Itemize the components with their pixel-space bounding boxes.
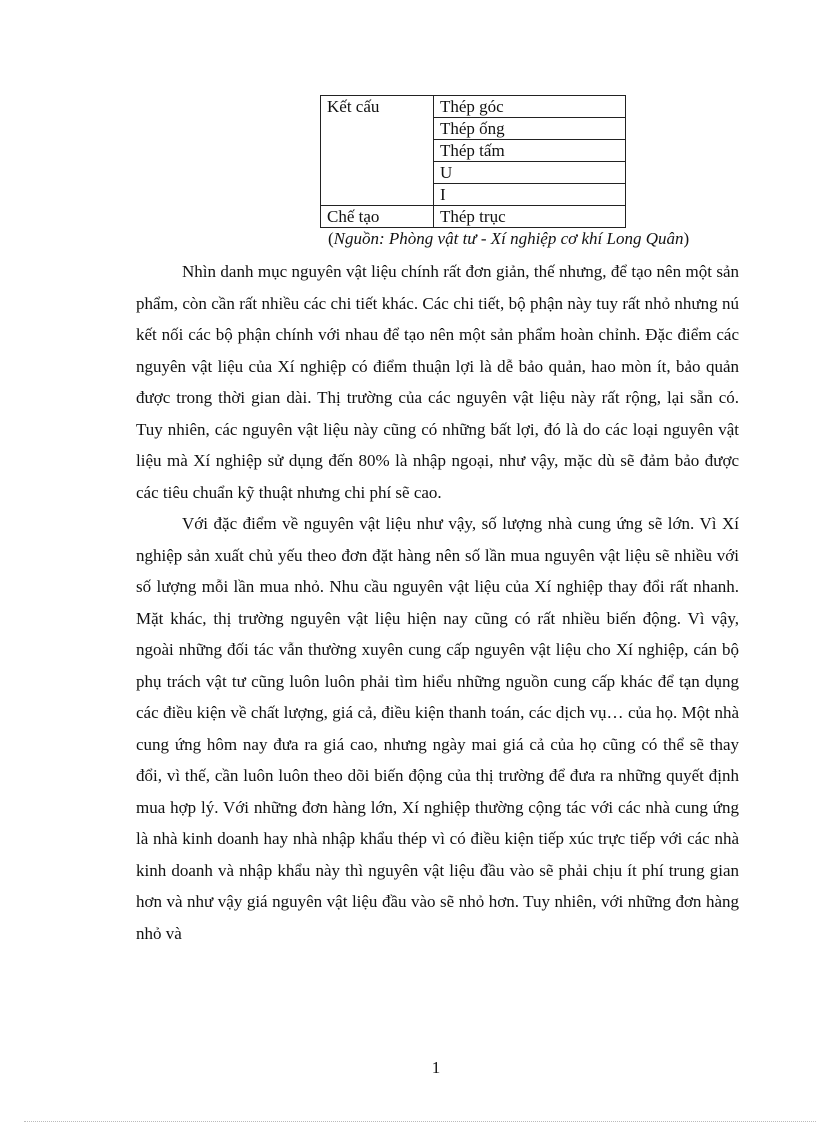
- item-cell: Thép ống: [434, 118, 626, 140]
- source-close-paren: ): [683, 229, 690, 248]
- group-cell: [321, 162, 434, 184]
- page-bottom-rule: [24, 1121, 816, 1122]
- table-row: [321, 184, 626, 206]
- materials-table: [320, 95, 626, 228]
- source-text: Nguồn: Phòng vật tư - Xí nghiệp cơ khí Long Quân: [333, 229, 684, 248]
- item-cell: Thép trục: [434, 206, 626, 228]
- group-cell: Kết cấu: [321, 96, 434, 118]
- item-cell: U: [434, 162, 626, 184]
- page-number: 1: [431, 1058, 441, 1077]
- group-cell: [321, 140, 434, 162]
- table-row: [321, 118, 626, 140]
- item-cell: Thép tấm: [434, 140, 626, 162]
- item-cell: I: [434, 184, 626, 206]
- paragraph: Với đặc điểm về nguyên vật liệu như vậy, số lượng nhà cung ứng sẽ lớn. Vì Xí nghiệp sản xuất chủ yếu theo đơn đặt hàng nên số lần mua nguyên vật liệu sẽ nhiều với số lượng mỗi lần mua nhỏ. Nhu cầu nguyên vật liệu của Xí nghiệp thay đổi rất nhanh. Mặt khác, thị trường nguyên vật liệu hiện nay cũng có rất nhiều biến động. Vì vậy, ngoài những đối tác vẫn thường xuyên cung cấp nguyên vật liệu cho Xí nghiệp, cán bộ phụ trách vật tư cũng luôn luôn phải tìm hiểu những nguồn cung cấp khác để tạn dụng các điều kiện về chất lượng, giá cả, điều kiện thanh toán, các dịch vụ… của họ. Một nhà cung ứng hôm nay đưa ra giá cao, nhưng ngày mai giá cả của họ cũng có thể sẽ thay đổi, vì thế, cần luôn luôn theo dõi biến động của thị trường để đưa ra những quyết định mua hợp lý. Với những đơn hàng lớn, Xí nghiệp thường cộng tác với các nhà cung ứng là nhà kinh doanh hay nhà nhập khẩu thép vì có điều kiện tiếp xúc trực tiếp với các nhà kinh doanh và nhập khẩu này thì nguyên vật liệu đầu vào sẽ phải chịu ít phí trung gian hơn và như vậy giá nguyên vật liệu đầu vào sẽ nhỏ hơn. Tuy nhiên, với những đơn hàng nhỏ và: [136, 514, 739, 943]
- table-row: [321, 140, 626, 162]
- group-cell: [321, 118, 434, 140]
- paragraph: Nhìn danh mục nguyên vật liệu chính rất đơn giản, thế nhưng, để tạo nên một sản phẩm, còn cần rất nhiều các chi tiết khác. Các chi tiết, bộ phận này tuy rất nhỏ nhưng nú kết nối các bộ phận chính với nhau để tạo nên một sản phẩm hoàn chỉnh. Đặc điểm các nguyên vật liệu của Xí nghiệp có điểm thuận lợi là dễ bảo quản, hao mòn ít, bảo quản được trong thời gian dài. Thị trường của các nguyên vật liệu này rất rộng, lại sẵn có. Tuy nhiên, các nguyên vật liệu này cũng có những bất lợi, đó là do các loại nguyên vật liệu mà Xí nghiệp sử dụng đến 80% là nhập ngoại, như vậy, mặc dù sẽ đảm bảo được các tiêu chuẩn kỹ thuật nhưng chi phí sẽ cao.: [136, 262, 739, 502]
- table-row: [321, 206, 626, 228]
- body-text: [136, 256, 739, 949]
- group-cell: Chế tạo: [321, 206, 434, 228]
- table-row: [321, 162, 626, 184]
- item-cell: Thép góc: [434, 96, 626, 118]
- source-open-paren: (: [328, 229, 334, 248]
- source-note: [328, 229, 689, 249]
- group-cell: [321, 184, 434, 206]
- table-row: [321, 96, 626, 118]
